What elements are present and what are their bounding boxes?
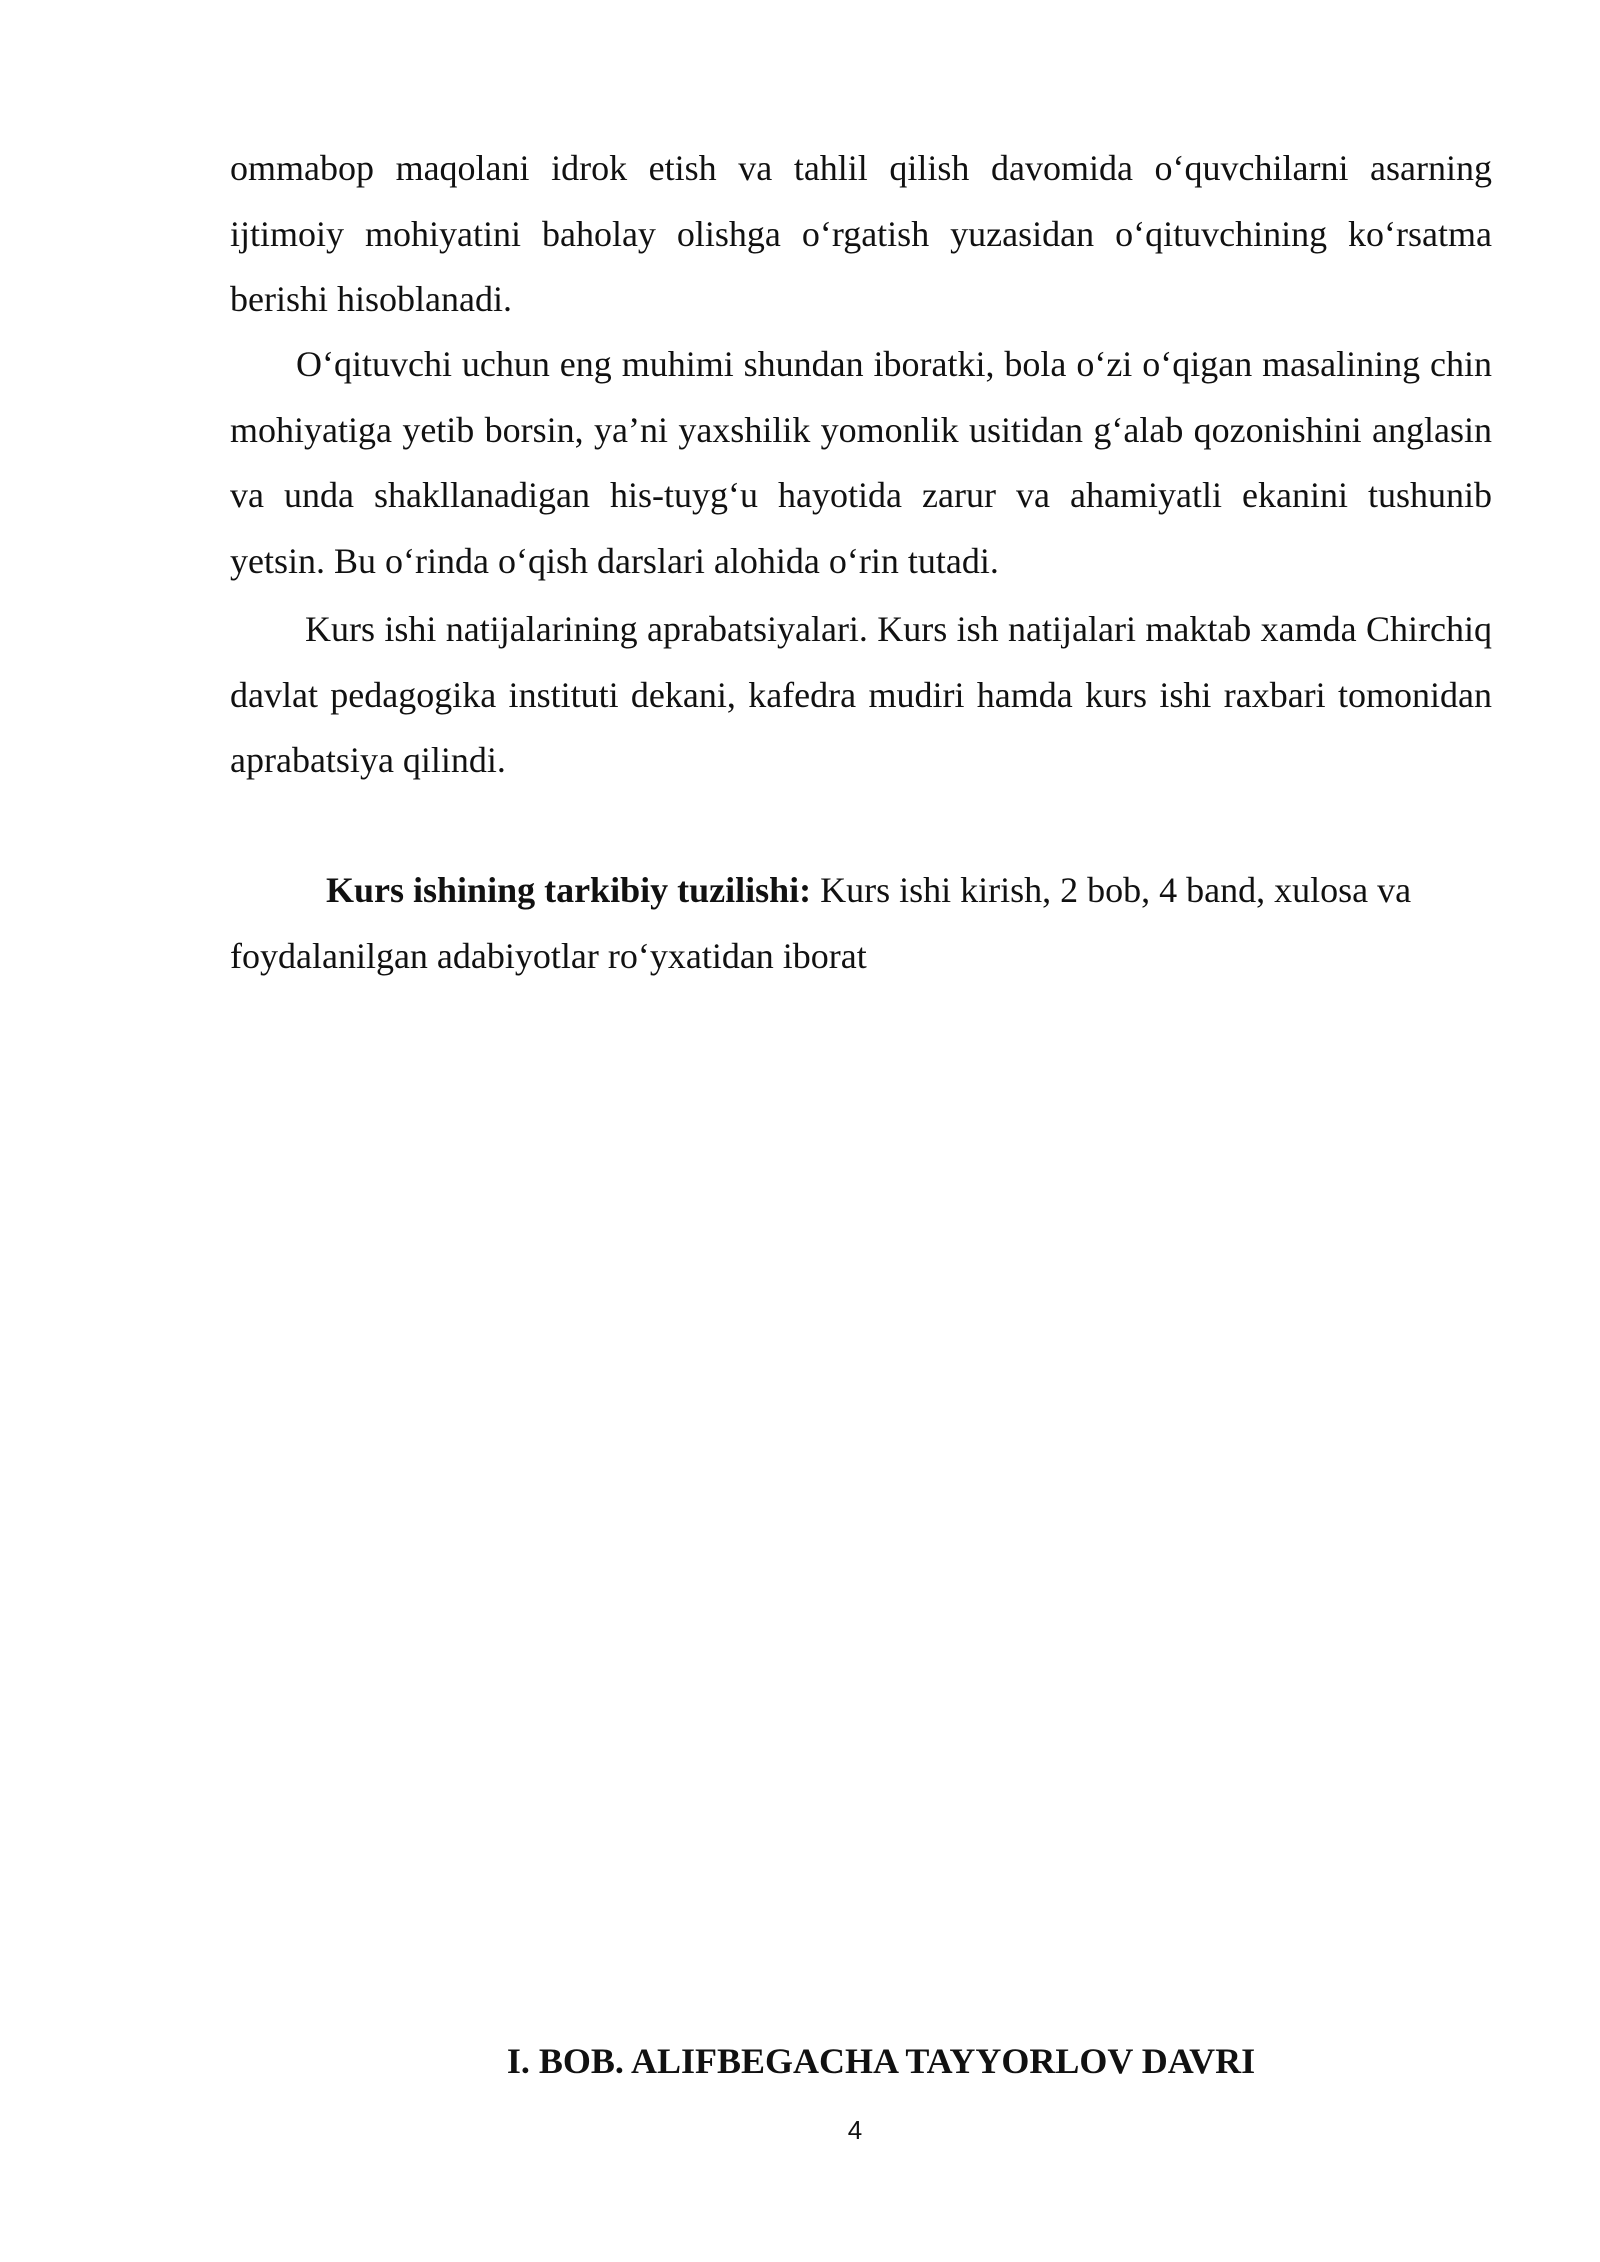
page-number: 4 (847, 2115, 863, 2145)
paragraph-structure (230, 858, 1492, 989)
paragraph-teacher-goal: O‘qituvchi uchun eng muhimi shundan iboratki, bola o‘zi o‘qigan masalining chin mohiyatiga yetib borsin, ya’ni yaxshilik yomonlik usitidan g‘alab qozonishini anglasin va unda shakllanadigan his-tuyg‘u hayotida zarur va ahamiyatli ekanini tushunib yetsin. Bu o‘rinda o‘qish darslari alohida o‘rin tutadi. (230, 344, 1492, 581)
structure-label: Kurs ishining tarkibiy tuzilishi: (326, 870, 812, 910)
paragraph-approbation: Kurs ishi natijalarining aprabatsiyalari. Kurs ish natijalari maktab xamda Chirchiq davlat pedagogika instituti dekani, kafedra mudiri hamda kurs ishi raxbari tomonidan aprabatsiya qilindi. (230, 609, 1492, 780)
paragraph-intro-continuation: ommabop maqolani idrok etish va tahlil qilish davomida o‘quvchilarni asarning ijtimoiy mohiyatini baholay olishga o‘rgatish yuzasidan o‘qituvchining ko‘rsatma berishi hisoblanadi. (230, 148, 1492, 319)
chapter-heading: I. BOB. ALIFBEGACHA TAYYORLOV DAVRI (506, 2041, 1256, 2081)
structure-text: Kurs ishi kirish, 2 bob, 4 band, xulosa va foydalanilgan adabiyotlar ro‘yxatidan iborat (230, 870, 1412, 976)
